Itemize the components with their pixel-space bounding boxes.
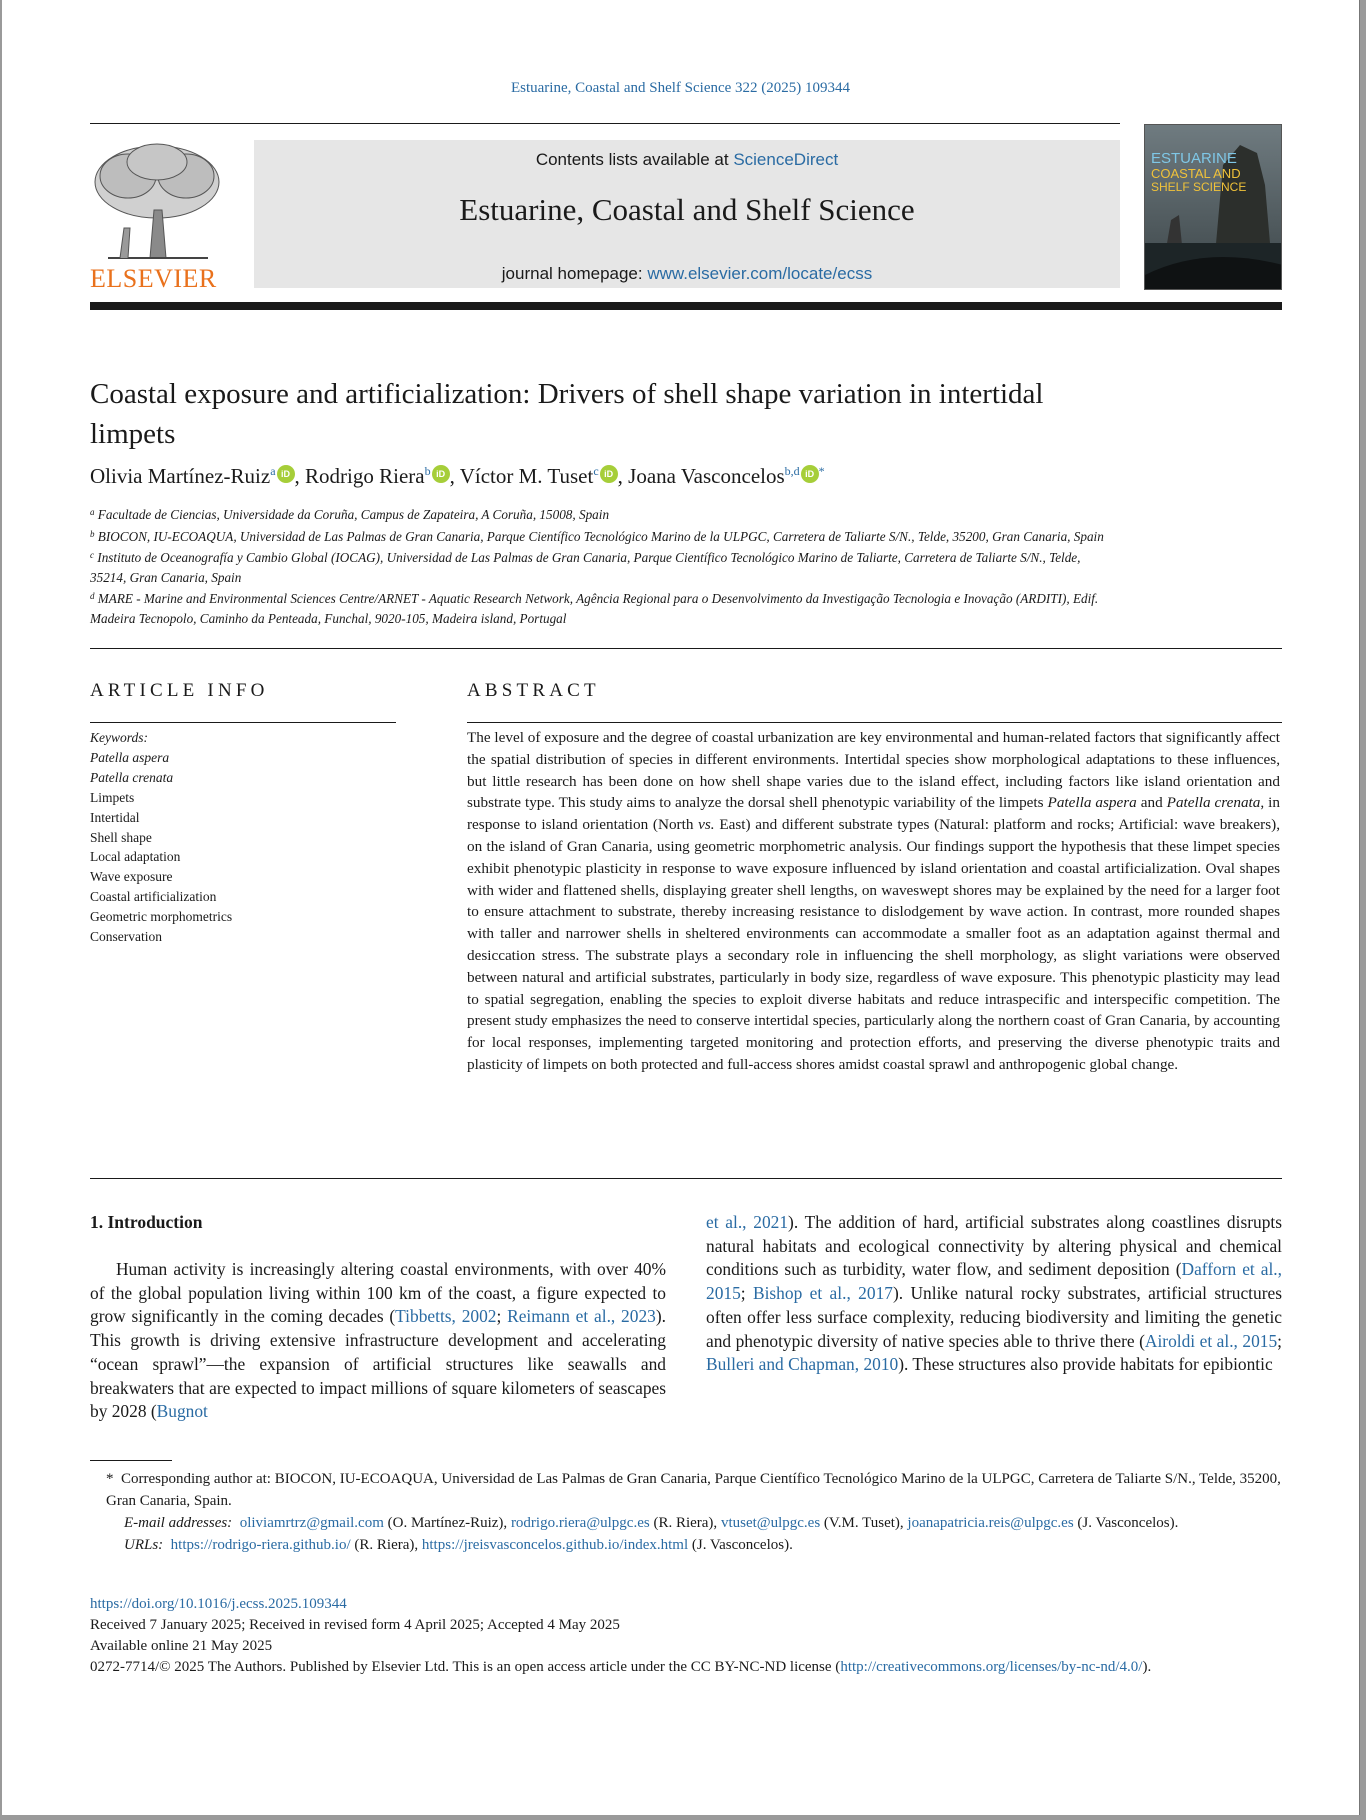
journal-cover-image: [1144, 124, 1282, 290]
contents-line: Contents lists available at ScienceDirect: [535, 150, 839, 169]
author-name[interactable]: Rodrigo Riera: [305, 464, 425, 488]
available-online: Available online 21 May 2025: [90, 1638, 273, 1654]
footnote-rule: [90, 1460, 172, 1461]
cover-title-3: SHELF SCIENCE: [1151, 180, 1247, 194]
keyword: Limpets: [90, 789, 135, 805]
article-info-rule: [90, 722, 396, 723]
doi-link[interactable]: https://doi.org/10.1016/j.ecss.2025.109344: [90, 1596, 347, 1612]
article-metadata: [90, 1594, 1282, 1678]
corresponding-footnote: * Corresponding author at: BIOCON, IU-ECOAQUA, Universidad de Las Palmas de Gran Canaria, Parque Científico Tecnológico Marino de la ULPGC, Carretera de Taliarte S/N., Telde, 35200, Gran Canaria, Spain.: [106, 1471, 1281, 1509]
affil-rule: [90, 648, 1282, 649]
journal-citation[interactable]: Estuarine, Coastal and Shelf Science 322 (2025) 109344: [510, 80, 851, 96]
journal-title: Estuarine, Coastal and Shelf Science: [459, 192, 915, 227]
email-link[interactable]: rodrigo.riera@ulpgc.es: [510, 1515, 650, 1531]
keyword: Shell shape: [90, 829, 152, 845]
urls-footnote: URLs: https://rodrigo-riera.github.io/ (R. Riera), https://jreisvasconcelos.github.io/index.html (J. Vasconcelos).: [124, 1537, 793, 1553]
license-text: 0272-7714/© 2025 The Authors. Published by Elsevier Ltd. This is an open access article under the CC BY-NC-ND license (http://creativecommons.org/licenses/by-nc-nd/4.0/).: [90, 1659, 1152, 1675]
header-rule-thick: [90, 302, 1282, 310]
received-dates: Received 7 January 2025; Received in revised form 4 April 2025; Accepted 4 May 2025: [90, 1617, 620, 1633]
keyword: Patella aspera: [90, 749, 170, 765]
article-title: Coastal exposure and artificialization: Drivers of shell shape variation in intertidal limpets: [90, 378, 1044, 450]
citation-link[interactable]: Tibbetts, 2002: [395, 1306, 497, 1327]
abstract-bottom-rule: [90, 1178, 1282, 1179]
pdf-page: [2, 0, 1360, 1815]
header-rule-top: [90, 123, 1120, 124]
homepage-line: journal homepage: www.elsevier.com/locate/ecss: [501, 264, 873, 283]
cover-title-2: COASTAL AND: [1151, 166, 1241, 181]
keyword: Wave exposure: [90, 869, 173, 885]
keywords-label: Keywords:: [90, 730, 148, 745]
orcid-icon[interactable]: iD: [277, 465, 295, 483]
keyword: Local adaptation: [90, 849, 181, 865]
citation-link[interactable]: Bulleri and Chapman, 2010: [706, 1354, 899, 1375]
intro-right-column: et al., 2021). The addition of hard, artificial substrates along coastlines disrupts natural habitats and ecological connectivity by altering physical and chemical conditions such as turbidity, water flow, and sediment deposition (Dafforn et al., 2015; Bishop et al., 2017). Unlike natural rocky substrates, artificial structures often offer less surface complexity, reducing biodiversity and limiting the genetic and phenotypic diversity of native species able to thrive there (Airoldi et al., 2015; Bulleri and Chapman, 2010). These structures also provide habitats for epibiontic: [706, 1212, 1282, 1375]
orcid-icon[interactable]: iD: [600, 465, 618, 483]
author-list: Olivia Martínez-Ruiz$^a$ iD , Rodrigo Riera$^b$ iD , Víctor M. Tuset$^c$ iD , Joana Vasconcelos$^{b,d}$ iD *: [90, 464, 825, 488]
intro-left-column: Human activity is increasingly altering coastal environments, with over 40% of the global population living within 100 km of the coast, a figure expected to grow significantly in the coming decades (Tibbetts, 2002; Reimann et al., 2023). This growth is driving extensive infrastructure development and accelerating “ocean sprawl”—the expansion of artificial structures like seawalls and breakwaters that are expected to impact millions of square kilometers of seascapes by 2028 (Bugnot: [90, 1259, 666, 1422]
affiliation-b: $^b$ BIOCON, IU-ECOAQUA, Universidad de Las Palmas de Gran Canaria, Parque Científico Tecnológico Marino de la ULPGC, Carretera de Taliarte S/N., Telde, 35200, Gran Canaria, Spain: [90, 528, 1104, 544]
keyword: Intertidal: [90, 809, 140, 825]
homepage-link[interactable]: www.elsevier.com/locate/ecss: [647, 264, 873, 283]
abstract-rule: [467, 722, 1282, 723]
author-name[interactable]: Joana Vasconcelos: [628, 464, 785, 488]
author-name[interactable]: Olivia Martínez-Ruiz: [90, 464, 271, 488]
keyword: Geometric morphometrics: [90, 909, 233, 925]
affiliation-c: $^c$ Instituto de Oceanografía y Cambio Global (IOCAG), Universidad de Las Palmas de Gran Canaria, Parque Científico Tecnológico Marino de Taliarte, Carretera de Taliarte S/N., Telde, 35214, Gran Canaria, Spain: [90, 550, 1081, 585]
license-link[interactable]: http://creativecommons.org/licenses/by-nc-nd/4.0/: [840, 1659, 1143, 1675]
cover-title-1: ESTUARINE: [1151, 150, 1237, 167]
abstract-heading: ABSTRACT: [467, 680, 600, 701]
url-link[interactable]: https://jreisvasconcelos.github.io/index.html: [421, 1537, 689, 1553]
section-heading-introduction: 1. Introduction: [90, 1212, 203, 1232]
keyword: Patella crenata: [90, 769, 174, 785]
email-link[interactable]: oliviamrtrz@gmail.com: [239, 1515, 384, 1531]
citation-link[interactable]: Reimann et al., 2023: [507, 1306, 656, 1327]
sciencedirect-link[interactable]: ScienceDirect: [733, 150, 839, 169]
affiliation-a: $^a$ Facultade de Ciencias, Universidade da Coruña, Campus de Zapateira, A Coruña, 15008, Spain: [90, 507, 610, 522]
citation-link[interactable]: Airoldi et al., 2015: [1144, 1330, 1278, 1351]
keyword: Conservation: [90, 929, 162, 945]
email-link[interactable]: joanapatricia.reis@ulpgc.es: [907, 1515, 1074, 1531]
email-footnote: E-mail addresses: oliviamrtrz@gmail.com (O. Martínez-Ruiz), rodrigo.riera@ulpgc.es (R. Riera), vtuset@ulpgc.es (V.M. Tuset), joanapatricia.reis@ulpgc.es (J. Vasconcelos).: [124, 1515, 1179, 1531]
affiliation-d: $^d$ MARE - Marine and Environmental Sciences Centre/ARNET - Aquatic Research Network, Agência Regional para o Desenvolvimento da Investigação Tecnologia e Inovação (ARDITI), Edif. Madeira Tecnopolo, Caminho da Penteada, Funchal, 9020-105, Madeira island, Portugal: [90, 591, 1099, 626]
article-info-heading: ARTICLE INFO: [90, 680, 269, 701]
url-link[interactable]: https://rodrigo-riera.github.io/: [170, 1537, 351, 1553]
email-link[interactable]: vtuset@ulpgc.es: [720, 1515, 821, 1531]
citation-link[interactable]: Dafforn et al., 2015: [706, 1259, 1282, 1304]
keyword: Coastal artificialization: [90, 889, 217, 905]
affiliations: [90, 503, 1110, 629]
footnotes: [90, 1468, 1282, 1556]
journal-banner: [254, 140, 1120, 288]
orcid-icon[interactable]: iD: [432, 465, 450, 483]
elsevier-wordmark: ELSEVIER: [90, 264, 217, 293]
abstract-text: The level of exposure and the degree of coastal urbanization are key environmental and human-related factors that significantly affect the spatial distribution of species in different environments. Intertidal species show morphological adaptations to these influences, but little research has been done on how shell shape varies due to the island effect, including factors like island orientation and substrate type. This study aims to analyze the dorsal shell phenotypic variability of the limpets Patella aspera and Patella crenata, in response to island orientation (North vs. East) and different substrate types (Natural: platform and rocks; Artificial: wave breakers), on the island of Gran Canaria, using geometric morphometric analysis. Our findings support the hypothesis that these limpet species exhibit phenotypic plasticity in response to wave exposure influenced by island orientation and coastal artificialization. Oval shapes with wider and flattened shells, displaying greater shell lengths, on waveswept shores may be explained by the need for a larger foot to ensure attachment to substrate, thereby increasing resistance to dislodgement by wave action. In contrast, more rounded shapes with taller and narrower shells in sheltered environments can accommodate a smaller foot as an adaptation against thermal and desiccation stress. The substrate plays a secondary role in influencing the shell morphology, as slight variations were observed between natural and artificial substrates, particularly in body size, regardless of wave exposure. This phenotypic plasticity may lead to spatial segregation, enabling the species to exploit diverse habitats and reduce intraspecific and interspecific competition. The present study emphasizes the need to conserve intertidal species, particularly along the northern coast of Gran Canaria, by accounting for local responses, implementing targeted monitoring and protection efforts, and preserving the diverse phenotypic traits and plasticity of limpets on both protected and full-access shores amidst coastal sprawl and anthropogenic global change.: [467, 729, 1280, 1073]
orcid-icon[interactable]: iD: [801, 465, 819, 483]
citation-link[interactable]: et al., 2021: [706, 1212, 789, 1232]
citation-link[interactable]: Bugnot: [156, 1401, 208, 1422]
citation-link[interactable]: Bishop et al., 2017: [752, 1283, 893, 1304]
author-name[interactable]: Víctor M. Tuset: [459, 464, 594, 488]
keywords-list: [90, 728, 232, 947]
corresponding-mark[interactable]: *: [818, 464, 825, 478]
